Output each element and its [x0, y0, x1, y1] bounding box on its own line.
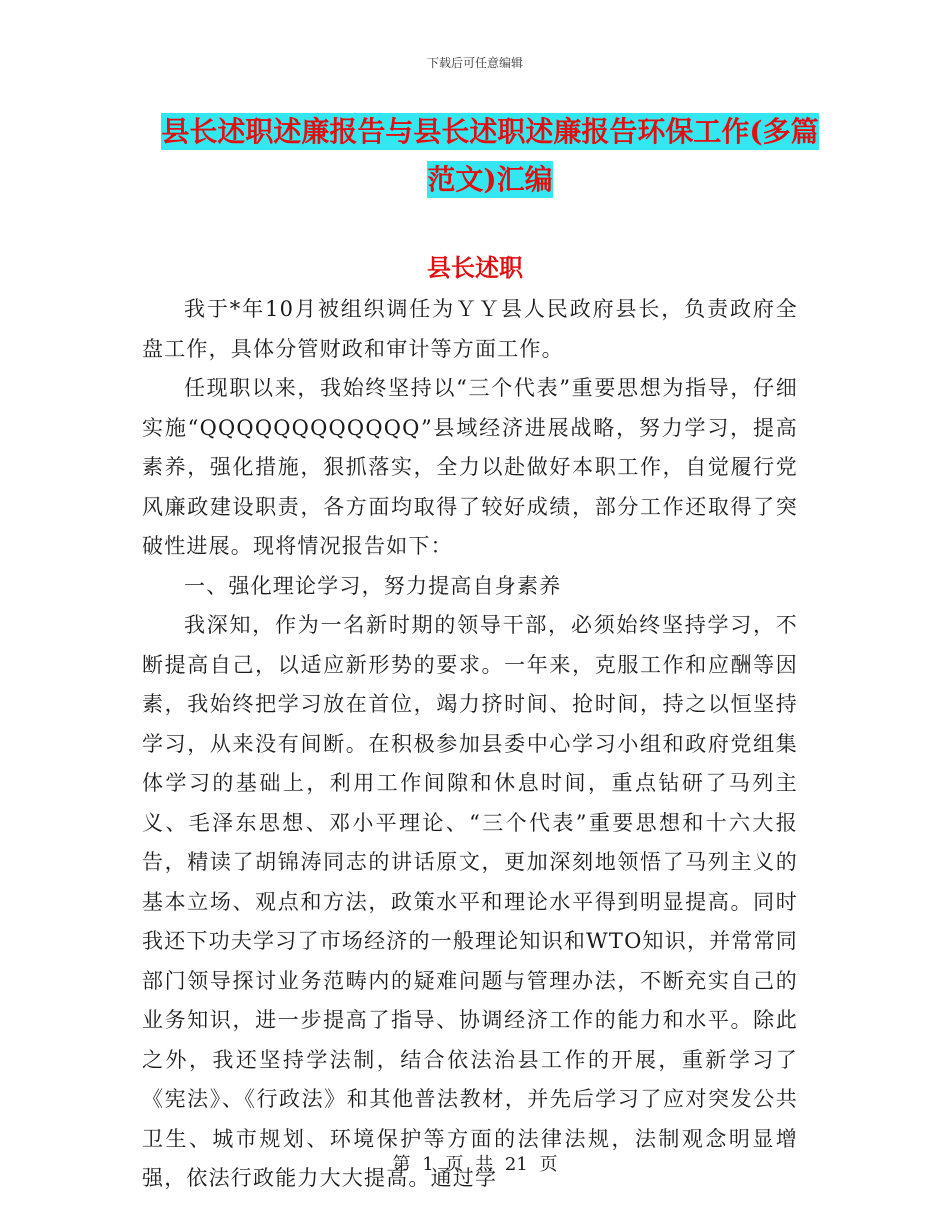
paragraph: 任现职以来，我始终坚持以“三个代表”重要思想为指导，仔细实施“QQQQQQQQQQQQ”县域经济进展战略，努力学习，提高素养，强化措施，狠抓落实，全力以赴做好本职工作，自觉履行党风廉政建设职责，各方面均取得了较好成绩，部分工作还取得了突破性进展。现将情况报告如下：: [142, 376, 798, 558]
title-line-2: 范文)汇编: [427, 163, 553, 196]
document-title: [140, 108, 840, 204]
paragraph: 我深知，作为一名新时期的领导干部，必须始终坚持学习，不断提高自己，以适应新形势的要求。一年来，克服工作和应酬等因素，我始终把学习放在首位，竭力挤时间、抢时间，持之以恒坚持学习，从来没有间断。在积极参加县委中心学习小组和政府党组集体学习的基础上，利用工作间隙和休息时间，重点钻研了马列主义、毛泽东思想、邓小平理论、“三个代表”重要思想和十六大报告，精读了胡锦涛同志的讲话原文，更加深刻地领悟了马列主义的基本立场、观点和方法，政策水平和理论水平得到明显提高。同时我还下功夫学习了市场经济的一般理论知识和WTO知识，并常常同部门领导探讨业务范畴内的疑难问题与管理办法，不断充实自己的业务知识，进一步提高了指导、协调经济工作的能力和水平。除此之外，我还坚持学法制，结合依法治县工作的开展，重新学习了《宪法》、《行政法》和其他普法教材，并先后学习了应对突发公共卫生、城市规划、环境保护等方面的法律法规，法制观念明显增强，依法行政能力大大提高。通过学: [142, 613, 798, 1190]
paragraph: 一、强化理论学习，努力提高自身素养: [184, 573, 562, 598]
page-footer: 第 1 页 共 21 页: [392, 1154, 558, 1175]
paragraph: 我于*年10月被组织调任为ＹＹ县人民政府县长，负责政府全盘工作，具体分管财政和审计等方面工作。: [142, 297, 798, 361]
header-note: 下载后可任意编辑: [426, 56, 523, 70]
section-heading: 县长述职: [427, 253, 523, 282]
title-line-1: 县长述职述廉报告与县长述职述廉报告环保工作(多篇: [161, 115, 819, 148]
document-body: [142, 290, 798, 1199]
